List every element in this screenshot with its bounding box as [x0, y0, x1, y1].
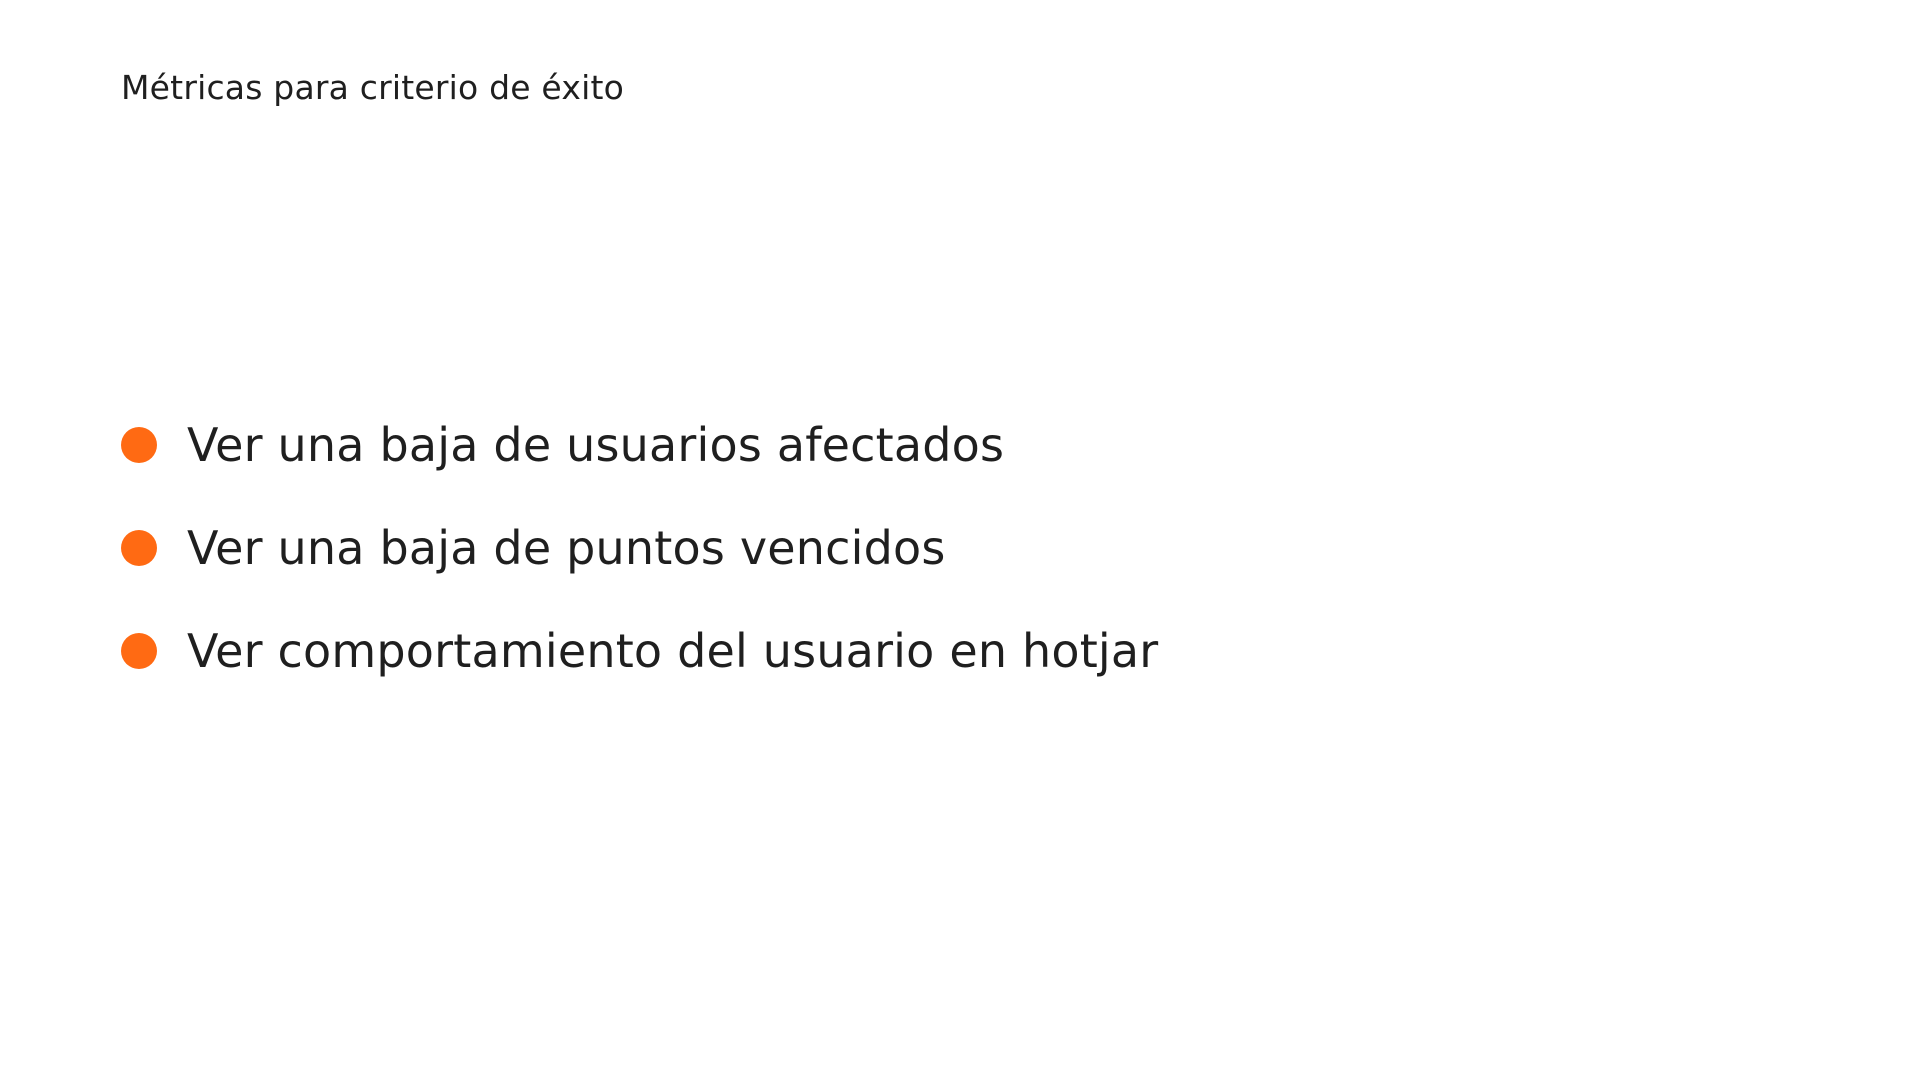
bullet-dot-icon — [121, 530, 157, 566]
bullet-dot-icon — [121, 633, 157, 669]
bullet-item — [121, 414, 1158, 476]
bullet-item — [121, 620, 1158, 682]
bullet-item — [121, 517, 1158, 579]
bullet-text: Ver una baja de usuarios afectados — [187, 418, 1005, 472]
bullet-dot-icon — [121, 427, 157, 463]
bullet-text: Ver comportamiento del usuario en hotjar — [187, 624, 1159, 678]
bullet-text: Ver una baja de puntos vencidos — [187, 521, 946, 575]
slide-title: Métricas para criterio de éxito — [121, 68, 624, 107]
bullet-list — [121, 414, 1158, 682]
